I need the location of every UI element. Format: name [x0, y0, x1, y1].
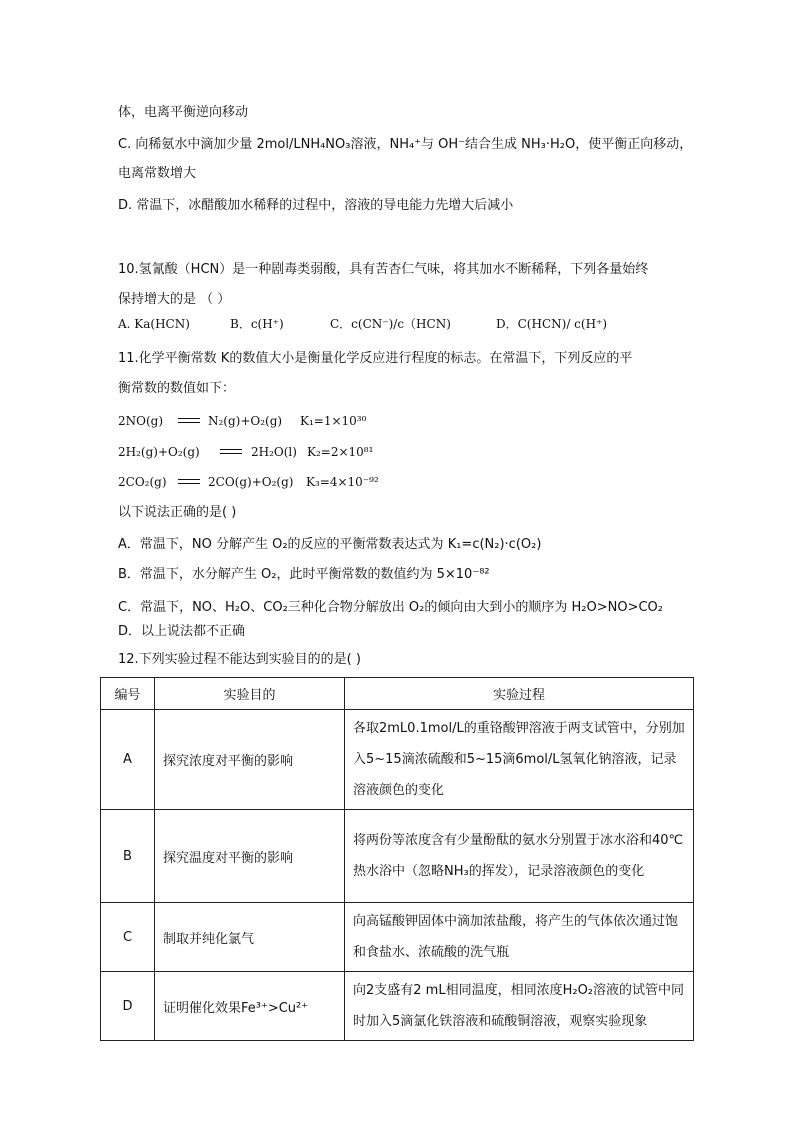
q11-option-a: A．常温下，NO 分解产生 O₂的反应的平衡常数表达式为 K₁=c(N₂)·c(O₂) — [118, 537, 542, 552]
q10-option-a: A. Ka(HCN) — [118, 317, 190, 331]
question-11-prompt: 以下说法正确的是( ) — [118, 505, 237, 520]
option-c-text: C. 向稀氨水中滴加少量 2mol/LNH₄NO₃溶液，NH₄⁺与 OH⁻结合生成 NH₃·H₂O，使平衡正向移动， — [118, 137, 693, 152]
question-10-stem-continued: 保持增大的是 （ ） — [118, 292, 231, 307]
equation-2-k: K₂=2×10⁸¹ — [307, 445, 374, 459]
equilibrium-arrow-icon — [178, 413, 200, 429]
question-10-stem: 10.氢氰酸（HCN）是一种剧毒类弱酸，具有苦杏仁气味，将其加水不断稀释，下列各量始终 — [118, 262, 649, 277]
header-procedure: 实验过程 — [345, 678, 694, 710]
row-a-procedure: 各取2mL0.1mol/L的重铬酸钾溶液于两支试管中，分别加入5~15滴浓硫酸和5~15滴6mol/L氢氧化钠溶液，记录溶液颜色的变化 — [345, 710, 694, 810]
table-header-row — [101, 678, 694, 710]
equation-3-left: 2CO₂(g) — [118, 475, 167, 489]
equation-3-k: K₃=4×10⁻⁹² — [306, 475, 379, 489]
q11-option-d: D．以上说法都不正确 — [118, 624, 246, 639]
row-b-number: B — [101, 810, 155, 903]
header-goal: 实验目的 — [155, 678, 345, 710]
question-11-stem: 11.化学平衡常数 K的数值大小是衡量化学反应进行程度的标志。在常温下，下列反应的平 — [118, 351, 633, 366]
table-row — [101, 903, 694, 972]
table-row — [101, 810, 694, 903]
header-number: 编号 — [101, 678, 155, 710]
row-c-number: C — [101, 903, 155, 972]
equation-3-right: 2CO(g)+O₂(g) — [208, 475, 294, 489]
row-d-procedure: 向2支盛有2 mL相同温度，相同浓度H₂O₂溶液的试管中同时加入5滴氯化铁溶液和硫酸铜溶液，观察实验现象 — [345, 972, 694, 1041]
question-12-stem: 12.下列实验过程不能达到实验目的的是( ) — [118, 652, 361, 667]
row-a-goal: 探究浓度对平衡的影响 — [155, 710, 345, 810]
q10-option-c: C．c(CN⁻)/c（HCN) — [330, 317, 451, 331]
q11-option-c: C．常温下，NO、H₂O、CO₂三种化合物分解放出 O₂的倾向由大到小的顺序为 H₂O>NO>CO₂ — [118, 600, 663, 615]
option-c-continued: 电离常数增大 — [118, 166, 197, 181]
equilibrium-arrow-icon — [178, 474, 200, 490]
option-d-text: D. 常温下，冰醋酸加水稀释的过程中，溶液的导电能力先增大后减小 — [118, 198, 514, 213]
row-b-procedure: 将两份等浓度含有少量酚酞的氨水分别置于冰水浴和40℃热水浴中（忽略NH₃的挥发），记录溶液颜色的变化 — [345, 810, 694, 903]
equation-1-left: 2NO(g) — [118, 414, 164, 428]
row-d-number: D — [101, 972, 155, 1041]
question-11-stem-continued: 衡常数的数值如下： — [118, 381, 236, 396]
line-ionization-shift: 体，电离平衡逆向移动 — [118, 105, 249, 120]
equation-2-left: 2H₂(g)+O₂(g) — [118, 445, 200, 459]
q11-option-b: B．常温下，水分解产生 O₂，此时平衡常数的数值约为 5×10⁻⁸² — [118, 567, 490, 582]
equation-1-right: N₂(g)+O₂(g) — [208, 414, 283, 428]
row-b-goal: 探究温度对平衡的影响 — [155, 810, 345, 903]
table-row — [101, 972, 694, 1041]
q10-option-d: D．C(HCN)/ c(H⁺) — [496, 317, 608, 331]
row-c-procedure: 向高锰酸钾固体中滴加浓盐酸，将产生的气体依次通过饱和食盐水、浓硫酸的洗气瓶 — [345, 903, 694, 972]
row-d-goal: 证明催化效果Fe³⁺>Cu²⁺ — [155, 972, 345, 1041]
row-a-number: A — [101, 710, 155, 810]
experiment-table — [100, 677, 694, 1041]
equation-1-k: K₁=1×10³⁰ — [300, 414, 367, 428]
table-row — [101, 710, 694, 810]
q10-option-b: B．c(H⁺) — [230, 317, 284, 331]
equation-2-right: 2H₂O(l) — [251, 445, 297, 459]
equilibrium-arrow-icon — [220, 444, 242, 460]
row-c-goal: 制取并纯化氯气 — [155, 903, 345, 972]
